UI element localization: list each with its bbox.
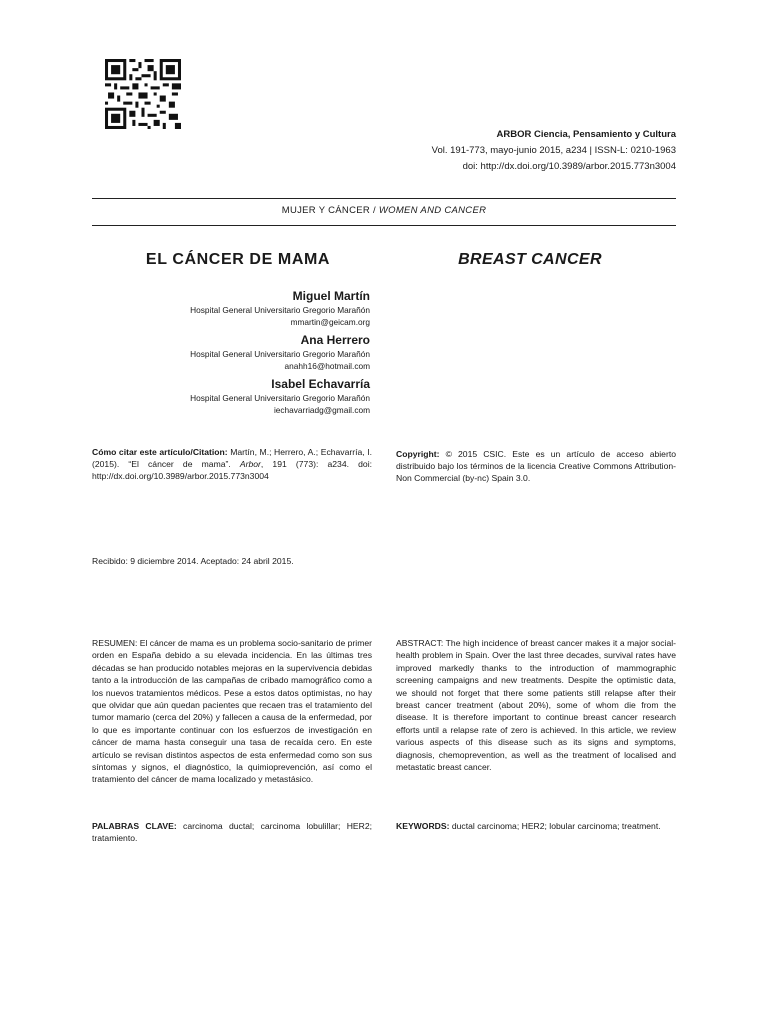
- keywords-en-label: KEYWORDS:: [396, 821, 450, 831]
- abstract-text: The high incidence of breast cancer makes it a major social-health problem in Spain. Over the last three decades, survival rates have improved markedly thanks to the introduction of mammographic screening campaigns and new treatments. Despite the optimistic data, we should not forget that there some patients still relapse after their breast cancer treatment (about 20%), some of whom die from the disease. It is therefore important to continue breast cancer research efforts until a relapse rate of zero is achieved. In this article, we review various aspects of this disease such as its signs and symptoms, diagnosis, chemoprevention, as well as the treatment of localised and metastatic breast cancer.: [396, 638, 676, 773]
- abstract-label: ABSTRACT:: [396, 638, 444, 648]
- author-email: iechavarriadg@gmail.com: [273, 405, 370, 415]
- keywords-en-text: ductal carcinoma; HER2; lobular carcinoma; treatment.: [449, 821, 661, 831]
- author-block: [190, 288, 370, 328]
- section-rule-bottom: [92, 225, 676, 226]
- title-spanish: EL CÁNCER DE MAMA: [145, 251, 331, 268]
- resumen-label: RESUMEN:: [92, 638, 138, 648]
- resumen-text: El cáncer de mama es un problema socio-sanitario de primer orden en España debido a su elevada incidencia. En las últimas tres décadas se han producido notables mejoras en la supervivencia debidas tanto a la introducción de las campañas de cribado mamográfico como a los nuevos tratamientos médicos. Pese a estos datos optimistas, no hay que olvidar que aún quedan pacientes que recaen tras el tratamiento del tumor mamario (cerca del 20%) y fallecen a causa de la enfermedad, por lo que es importante continuar con los esfuerzos de investigación en cáncer de mama hasta conseguir una tasa de recaída cero. En este artículo se revisan distintos aspectos de esta enfermedad como son sus síntomas y signos, el diagnóstico, la quimioprevención, así como el tratamiento del cáncer de mama localizado y metastásico.: [92, 638, 372, 785]
- keywords-spanish: [92, 820, 372, 845]
- citation-label: Cómo citar este artículo/Citation:: [92, 447, 228, 457]
- citation-block: [92, 446, 372, 482]
- journal-doi: doi: http://dx.doi.org/10.3989/arbor.2015.773n3004: [462, 161, 676, 172]
- keywords-es-text: carcinoma ductal; carcinoma lobulillar; HER2; tratamiento.: [92, 821, 373, 844]
- author-list: [190, 288, 370, 420]
- section-en: WOMEN AND CANCER: [378, 205, 487, 216]
- author-affiliation: Hospital General Universitario Gregorio Marañón: [190, 393, 370, 403]
- copyright-label: Copyright:: [396, 449, 440, 459]
- received-dates: Recibido: 9 diciembre 2014. Aceptado: 24 abril 2015.: [92, 556, 294, 566]
- section-heading: [92, 205, 676, 216]
- section-es: MUJER Y CÁNCER: [281, 205, 371, 216]
- section-separator: /: [370, 205, 379, 216]
- journal-volume: Vol. 191-773, mayo-junio 2015, a234 | ISSN-L: 0210-1963: [431, 145, 676, 156]
- copyright-block: [396, 448, 676, 484]
- qr-code-image: [105, 59, 181, 129]
- keywords-english: [396, 820, 676, 832]
- author-name: Ana Herrero: [300, 333, 370, 347]
- author-name: Miguel Martín: [292, 289, 370, 303]
- author-block: [190, 332, 370, 372]
- section-rule-top: [92, 198, 676, 199]
- author-block: [190, 376, 370, 416]
- author-affiliation: Hospital General Universitario Gregorio Marañón: [190, 305, 370, 315]
- citation-journal: Arbor: [239, 459, 261, 469]
- author-email: anahh16@hotmail.com: [284, 361, 370, 371]
- journal-name: ARBOR Ciencia, Pensamiento y Cultura: [496, 129, 676, 140]
- author-email: mmartin@geicam.org: [290, 317, 370, 327]
- keywords-es-label: PALABRAS CLAVE:: [92, 821, 177, 831]
- copyright-text: © 2015 CSIC. Este es un artículo de acceso abierto distribuido bajo los términos de la licencia Creative Commons Attribution-Non Commercial (by-nc) Spain 3.0.: [396, 449, 676, 483]
- citation-text-a: Martín, M.; Herrero, A.; Echavarría, I. (2015). “El cáncer de mama”.: [92, 447, 372, 469]
- title-english: BREAST CANCER: [458, 251, 602, 268]
- citation-text-b: , 191 (773): a234. doi: http://dx.doi.org/10.3989/arbor.2015.773n3004: [92, 459, 372, 481]
- abstract-block: [396, 637, 676, 773]
- journal-info: [432, 127, 676, 175]
- author-affiliation: Hospital General Universitario Gregorio Marañón: [190, 349, 370, 359]
- author-name: Isabel Echavarría: [271, 377, 370, 391]
- resumen-block: [92, 637, 372, 786]
